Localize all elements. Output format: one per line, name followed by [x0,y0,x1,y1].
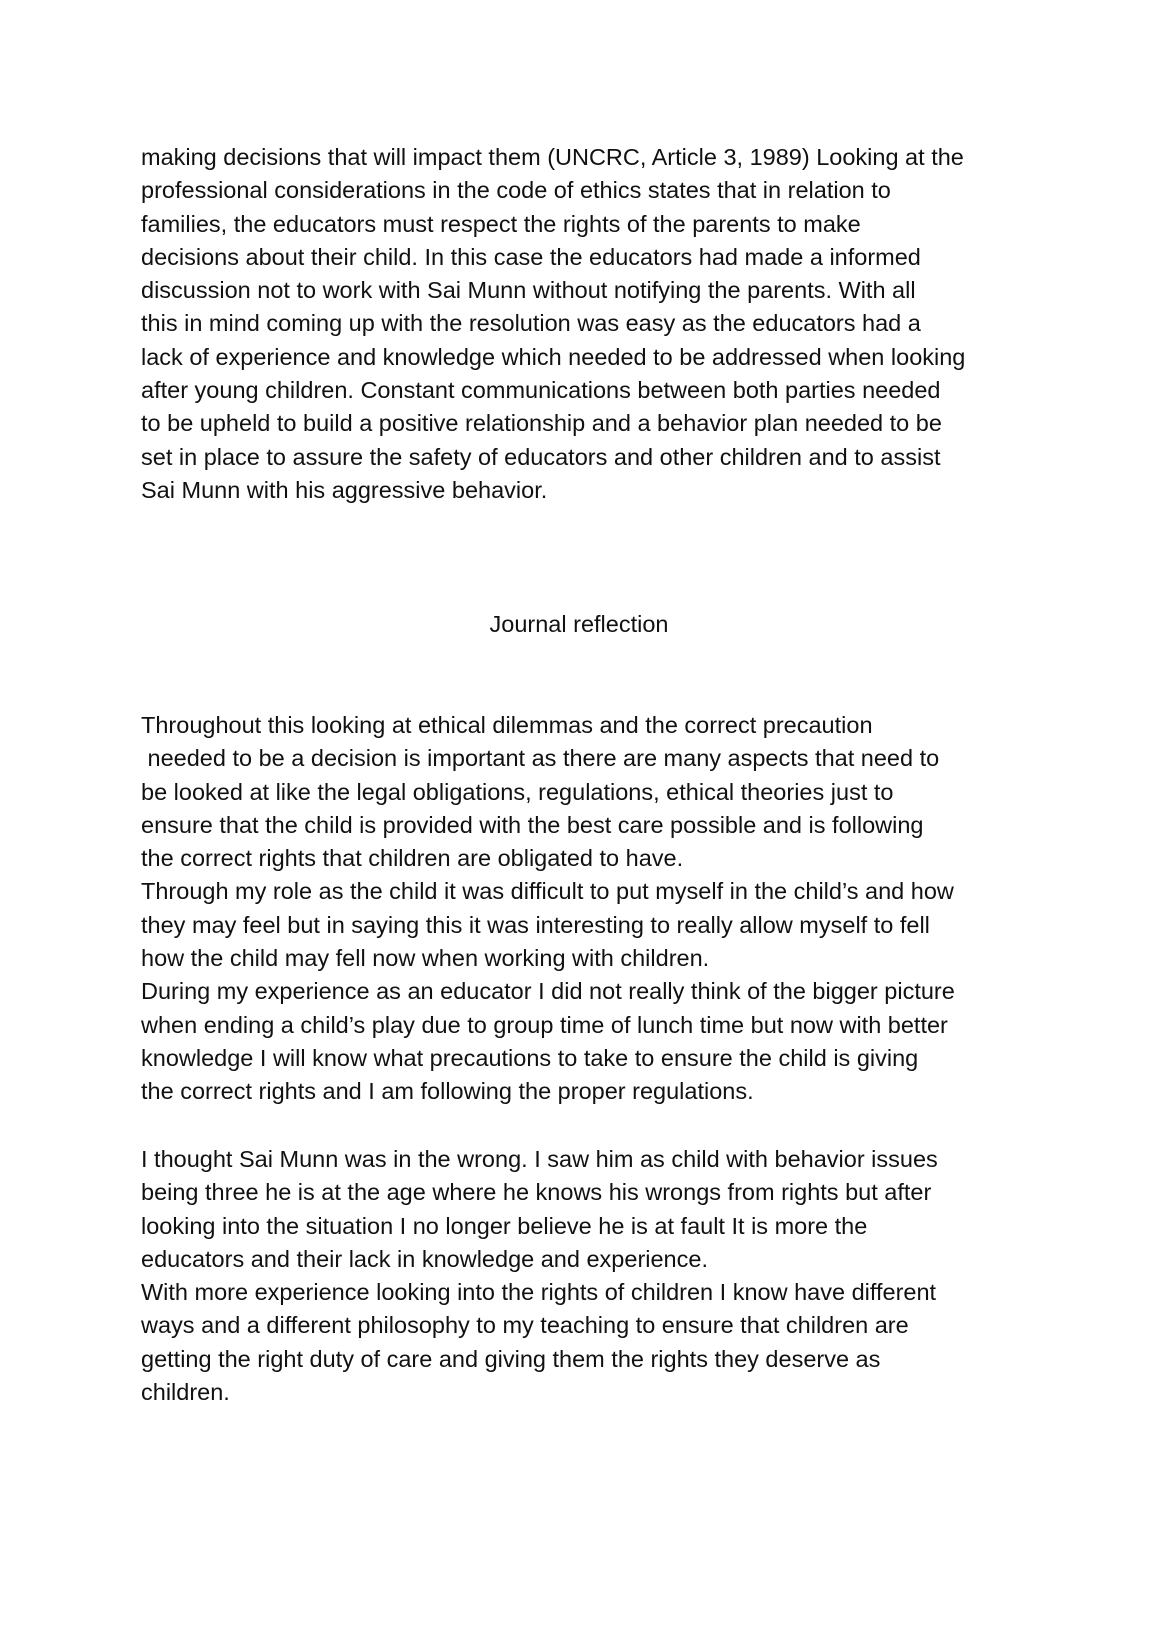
text-line: making decisions that will impact them (UNCRC, Article 3, 1989) Looking at the [141,144,964,170]
text-line: With more experience looking into the rights of children I know have different [141,1279,937,1306]
text-line: discussion not to work with Sai Munn without notifying the parents. With all [141,277,916,304]
text-line: Through my role as the child it was difficult to put myself in the child’s and how [141,878,954,905]
text-line: they may feel but in saying this it was interesting to really allow myself to fell [141,911,930,938]
text-line: Sai Munn with his aggressive behavior. [141,476,548,503]
journal-paragraph-2 [141,1143,1041,1409]
text-line: I thought Sai Munn was in the wrong. I saw him as child with behavior issues [141,1146,938,1172]
text-line: getting the right duty of care and giving them the rights they deserve as [141,1345,881,1372]
text-line: families, the educators must respect the rights of the parents to make [141,210,861,237]
text-line: the correct rights that children are obligated to have. [141,845,684,872]
journal-paragraph-1 [141,709,1041,1109]
text-line: During my experience as an educator I did not really think of the bigger picture [141,978,955,1005]
text-line: needed to be a decision is important as there are many aspects that need to [141,745,940,772]
text-line: this in mind coming up with the resolution was easy as the educators had a [141,310,921,337]
text-line: looking into the situation I no longer believe he is at fault It is more the [141,1212,868,1239]
text-line: educators and their lack in knowledge and experience. [141,1245,708,1272]
text-line: ways and a different philosophy to my teaching to ensure that children are [141,1312,909,1339]
text-line: being three he is at the age where he knows his wrongs from rights but after [141,1179,932,1206]
text-line: knowledge I will know what precautions to take to ensure the child is giving [141,1044,919,1071]
text-line: how the child may fell now when working with children. [141,945,710,972]
text-line: decisions about their child. In this case the educators had made a informed [141,243,921,270]
text-line: Throughout this looking at ethical dilemmas and the correct precaution [141,712,873,738]
text-line: be looked at like the legal obligations, regulations, ethical theories just to [141,778,894,805]
text-line: after young children. Constant communications between both parties needed [141,377,941,404]
text-line: set in place to assure the safety of educators and other children and to assist [141,443,941,470]
text-line: to be upheld to build a positive relationship and a behavior plan needed to be [141,410,942,437]
text-line: children. [141,1379,230,1406]
intro-paragraph [141,141,1041,507]
section-heading: Journal reflection [489,611,669,637]
text-line: ensure that the child is provided with the best care possible and is following [141,811,924,838]
text-line: when ending a child’s play due to group time of lunch time but now with better [141,1011,948,1038]
text-line: lack of experience and knowledge which needed to be addressed when looking [141,343,966,370]
text-line: professional considerations in the code of ethics states that in relation to [141,177,891,204]
text-line: the correct rights and I am following the proper regulations. [141,1078,754,1105]
